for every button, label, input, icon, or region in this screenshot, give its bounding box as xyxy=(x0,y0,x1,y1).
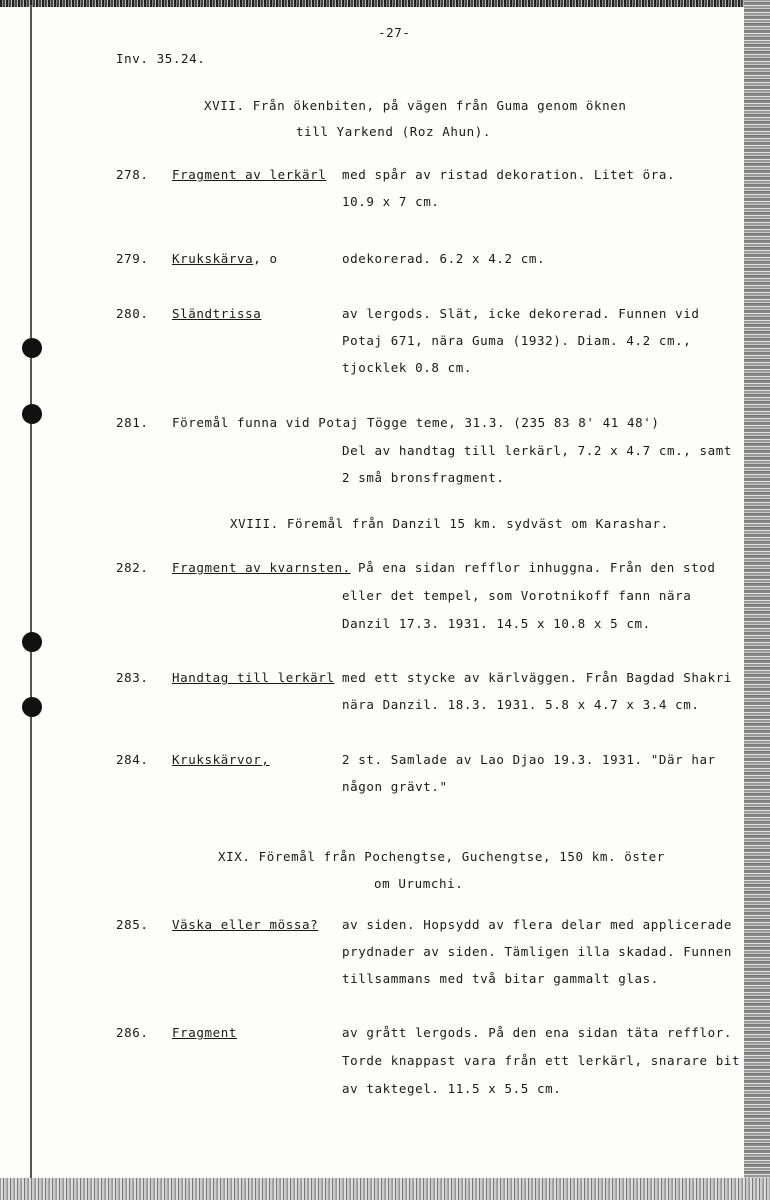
punch-hole xyxy=(22,338,42,358)
entry-text-line: tillsammans med två bitar gammalt glas. xyxy=(342,971,659,986)
entry-title: Fragment xyxy=(172,1025,238,1040)
entry-text-line: av grått lergods. På den ena sidan täta refflor. xyxy=(342,1025,733,1040)
entry-title: Krukskärva xyxy=(172,251,254,266)
scan-edge-bottom xyxy=(0,1178,770,1200)
entry-text-line: nära Danzil. 18.3. 1931. 5.8 x 4.7 x 3.4 cm. xyxy=(342,697,700,712)
section-heading: XVIII. Föremål från Danzil 15 km. sydväst om Karashar. xyxy=(230,516,669,531)
entry-title-suffix: , o xyxy=(253,251,278,266)
entry-text-line: På ena sidan refflor inhuggna. Från den stod xyxy=(358,560,716,575)
entry-number: 282. xyxy=(116,560,149,575)
entry-title: Fragment av lerkärl xyxy=(172,167,327,182)
entry-number: 286. xyxy=(116,1025,149,1040)
section-heading-cont: till Yarkend (Roz Ahun). xyxy=(296,124,492,139)
entry-number: 283. xyxy=(116,670,149,685)
entry-text-line: med ett stycke av kärlväggen. Från Bagdad Shakri xyxy=(342,670,733,685)
entry-title: Handtag till lerkärl xyxy=(172,670,335,685)
entry-text-line: 2 små bronsfragment. xyxy=(342,470,505,485)
entry-text-line: av lergods. Slät, icke dekorerad. Funnen vid xyxy=(342,306,700,321)
entry-text-line: 2 st. Samlade av Lao Djao 19.3. 1931. "Där har xyxy=(342,752,716,767)
section-heading: XVII. Från ökenbiten, på vägen från Guma genom öknen xyxy=(204,98,627,113)
entry-number: 281. xyxy=(116,415,149,430)
entry-number: 285. xyxy=(116,917,149,932)
entry-text-line: av siden. Hopsydd av flera delar med applicerade xyxy=(342,917,733,932)
entry-number: 284. xyxy=(116,752,149,767)
scan-edge-top xyxy=(0,0,770,7)
entry-text-line: av taktegel. 11.5 x 5.5 cm. xyxy=(342,1081,562,1096)
punch-hole xyxy=(22,404,42,424)
inventory-number: Inv. 35.24. xyxy=(116,51,206,66)
entry-title-row xyxy=(172,251,278,267)
entry-title: Sländtrissa xyxy=(172,306,262,321)
entry-title: Krukskärvor, xyxy=(172,752,270,767)
entry-text-line: tjocklek 0.8 cm. xyxy=(342,360,473,375)
page-number: -27- xyxy=(378,25,411,40)
entry-number: 279. xyxy=(116,251,149,266)
entry-text-line: Danzil 17.3. 1931. 14.5 x 10.8 x 5 cm. xyxy=(342,616,651,631)
section-heading: XIX. Föremål från Pochengtse, Guchengtse, 150 km. öster xyxy=(218,849,665,864)
entry-text-line: eller det tempel, som Vorotnikoff fann nära xyxy=(342,588,692,603)
entry-text-line: Potaj 671, nära Guma (1932). Diam. 4.2 cm., xyxy=(342,333,692,348)
entry-number: 278. xyxy=(116,167,149,182)
entry-number: 280. xyxy=(116,306,149,321)
scan-edge-right xyxy=(744,0,770,1200)
section-heading-cont: om Urumchi. xyxy=(374,876,464,891)
entry-text-line: med spår av ristad dekoration. Litet öra. xyxy=(342,167,676,182)
entry-title: Väska eller mössa? xyxy=(172,917,319,932)
entry-title: Fragment av kvarnsten. xyxy=(172,560,351,575)
entry-text-line: Torde knappast vara från ett lerkärl, snarare bit xyxy=(342,1053,741,1068)
entry-text-line: prydnader av siden. Tämligen illa skadad. Funnen xyxy=(342,944,733,959)
entry-text-line: 10.9 x 7 cm. xyxy=(342,194,440,209)
punch-hole xyxy=(22,632,42,652)
entry-text-line: Del av handtag till lerkärl, 7.2 x 4.7 cm., samt xyxy=(342,443,733,458)
scan-edge-left xyxy=(30,5,32,1185)
entry-text-line: någon grävt." xyxy=(342,779,448,794)
entry-title: Föremål funna vid Potaj Tögge teme, 31.3. (235 83 8' 41 48') xyxy=(172,415,660,430)
entry-text-line: odekorerad. 6.2 x 4.2 cm. xyxy=(342,251,546,266)
punch-hole xyxy=(22,697,42,717)
